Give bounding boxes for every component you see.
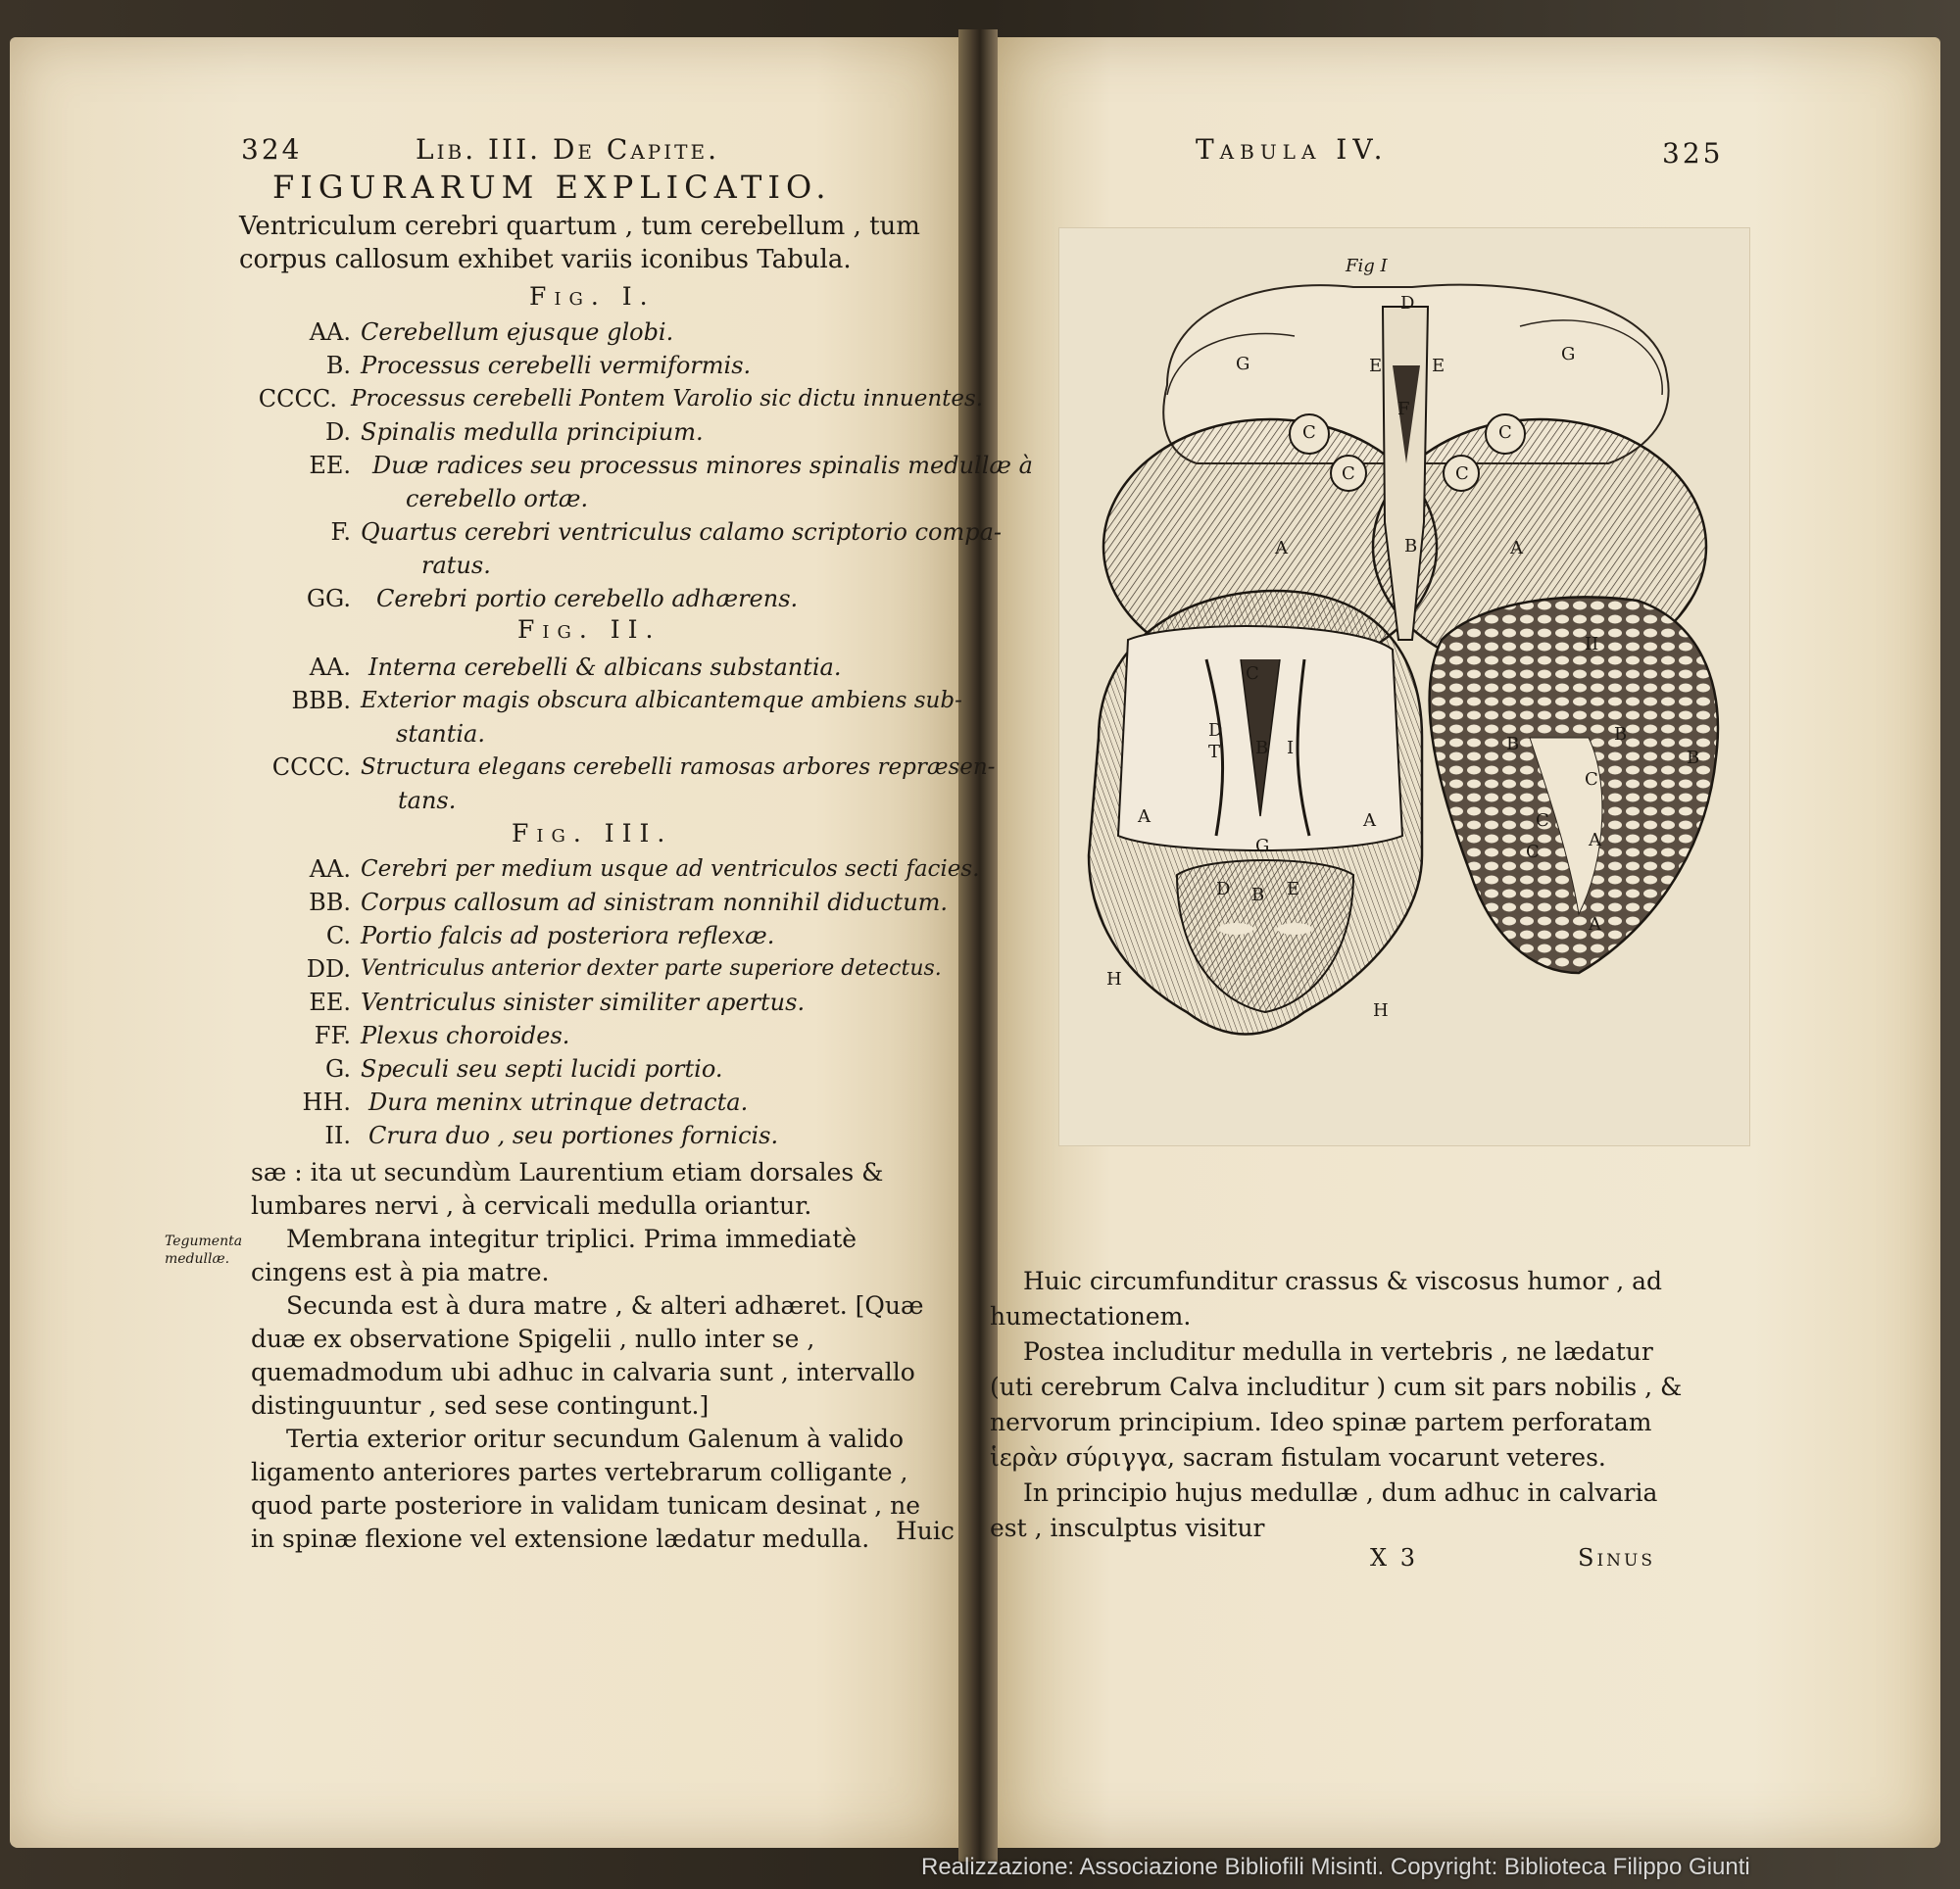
plate-letter: C [1536,810,1549,831]
body-paragraph: sæ : ita ut secundùm Laurentium etiam dorsales & lumbares nervi , à cervicali medulla oriantur. [251,1158,884,1220]
plate-letter: B [1404,536,1418,557]
plate-letter: C [1302,422,1316,443]
plate-letter: A [1138,806,1151,827]
plate-letter: B [1251,885,1265,905]
plate-letter: C [1585,769,1598,790]
fig3-heading: Fig. III. [512,819,673,848]
plate-letter: A [1363,810,1376,831]
plate-engraving [1059,228,1749,1145]
left-page-number: 324 [241,133,303,166]
right-running-head: Tabula IV. [1196,133,1389,166]
plate-letter: C [1526,842,1540,862]
plate-letter: H [1373,1000,1389,1021]
plate-letter: C [1455,463,1469,484]
anatomical-plate [1058,227,1750,1146]
body-paragraph: Membrana integitur triplici. Prima immediatè cingens est à pia matre. [251,1225,858,1286]
plate-letter: E [1369,356,1383,376]
legend-row: F. Quartus cerebri ventriculus calamo scriptorio compa- ratus. [330,518,1002,579]
book-spread: 324 Lib. III. De Capite. FIGURARUM EXPLICATIO. Ventriculum cerebri quartum , tum cerebellum , tum corpus callosum exhibet variis iconibus Tabula. Fig. I. AA. Cerebellum ejusque globi. B. Processus cerebelli vermiformis. CCCC. Processus cerebelli Pontem Varolio sic dictu innuentes. D. Spinalis medulla principium. EE. Duæ radices seu processus minores spinalis medullæ à cerebello ortæ. F. Quartus cerebri ventriculus calamo scriptorio compa- ratus. GG. Cerebri portio cerebello adhærens. Fig. II. AA. Interna cerebelli & albicans substantia. BBB. Exterior magis obscura albicantemque ambiens sub- stantia. CCCC. Structura elegans cerebelli ramosas arbores repræsen- tans. Fig. III. AA. Cerebri per medium usque ad ventriculos secti facies. BB. Corpus callosum ad sinistram nonnihil diductum. C. Portio falcis ad posteriora reflexæ. DD. Ventriculus anterior dexter parte superiore detectus. EE. Ventriculus sinister similiter apertus. FF. Plexus choroides. G. Speculi seu septi lucidi portio. HH. Dura meninx utrinque detracta. II. Crura duo , seu portiones fornicis. sæ : ita ut secundùm Laurentium etiam dorsales & lumbares nervi , à cervicali medulla oriantur. Membrana integitur triplici. Prima immediatè cingens est à pia matre. Secunda est à dura matre , & alteri adhæret. [Quæ duæ ex observatione Spigelii , nullo inter se , quemadmodum ubi adhuc in calvaria sunt , intervallo distinguuntur , sed sese contingunt.] Tertia exterior oritur secundum Galenum à valido ligamento anteriores partes vertebrarum colligante , quod parte posteriore in validam tunicam desinat , ne in spinæ flexione vel extensione lædatur medulla. Huic Tegumenta medullæ. Tabula IV. 325 Fig I D E E G G C C C C F B A A II C D T B I A A G D B E H H B B C C C A A B Huic circumfunditur crassus & viscosus humor , ad humectationem. Postea includitur medulla in vertebris , ne lædatur (uti cerebrum Calva includitur ) cum sit pars nobilis , & nervorum principium. Ideo spinæ partem perforatam ἱερὰν σύριγγα, sacram fistulam vocarunt veteres. In principio hujus medullæ , dum adhuc in calvaria est , insculptus visitur X 3 Sinus Realizzazione: Associazione Bibliofili Misinti. Copyright: Biblioteca Filippo Giunti [0,0,1960,1889]
plate-letter: C [1246,663,1259,684]
legend-row: CCCC. Structura elegans cerebelli ramosas arbores repræsen- tans. [271,753,996,814]
fig2-heading: Fig. II. [517,615,662,644]
body-paragraph: Tertia exterior oritur secundum Galenum à valido ligamento anteriores partes vertebrarum colligante , quod parte posteriore in validam tunicam desinat , ne in spinæ flexione vel extensione lædatur medulla. [251,1425,921,1553]
plate-letter: G [1561,344,1576,364]
plate-letter: E [1287,879,1300,899]
right-page-number: 325 [1662,137,1724,170]
plate-letter: F [1397,399,1410,419]
intro-text: Ventriculum cerebri quartum , tum cerebellum , tum corpus callosum exhibet variis iconibus Tabula. [239,212,920,274]
body-paragraph: Postea includitur medulla in vertebris , ne lædatur (uti cerebrum Calva includitur ) cum sit pars nobilis , & nervorum principium. Ideo spinæ partem perforatam ἱερὰν σύριγγα, sacram fistulam vocarunt veteres. [990,1337,1683,1472]
body-paragraph: Secunda est à dura matre , & alteri adhæret. [Quæ duæ ex observatione Spigelii , nullo inter se , quemadmodum ubi adhuc in calvaria sunt , intervallo distinguuntur , sed sese contingunt.] [251,1291,924,1420]
right-body-text [990,1264,1695,1546]
left-body-text [251,1156,947,1556]
body-paragraph: Huic circumfunditur crassus & viscosus humor , ad humectationem. [990,1267,1663,1331]
plate-letter: D [1400,293,1415,314]
plate-letter: E [1432,356,1446,376]
legend-row: BBB. Exterior magis obscura albicantemque ambiens sub- stantia. [291,687,962,748]
plate-letter: B [1255,738,1269,758]
body-paragraph: In principio hujus medullæ , dum adhuc in calvaria est , insculptus visitur [990,1478,1658,1542]
plate-letter: H [1106,969,1122,990]
book-gutter [958,29,998,1862]
plate-letter: T [1208,742,1221,762]
plate-letter: B [1614,724,1628,745]
page-title: FIGURARUM EXPLICATIO. [272,169,832,206]
plate-letter: I [1287,738,1295,758]
left-running-head: Lib. III. De Capite. [416,133,719,166]
plate-letter: D [1216,879,1231,899]
copyright-credit: Realizzazione: Associazione Bibliofili Misinti. Copyright: Biblioteca Filippo Giunti [921,1854,1750,1880]
plate-letter: C [1342,463,1355,484]
signature-mark: X 3 [1370,1544,1418,1572]
fig1-label: Fig I [1346,256,1388,276]
plate-letter: B [1687,748,1700,768]
legend-row: EE. Duæ radices seu processus minores spinalis medullæ à cerebello ortæ. [309,452,1033,512]
figure-2-section [1430,597,1718,973]
plate-letter: G [1236,354,1250,374]
fig2-label: II [1585,634,1599,654]
left-catchword: Huic [896,1517,955,1545]
plate-letter: G [1255,836,1270,856]
plate-letter: A [1589,914,1601,935]
fig1-heading: Fig. I. [529,282,656,311]
plate-letter: A [1510,538,1523,558]
plate-letter: D [1208,720,1223,741]
right-catchword: Sinus [1578,1544,1656,1572]
plate-letter: C [1498,422,1512,443]
margin-note: Tegumenta medullæ. [165,1234,243,1267]
plate-letter: A [1275,538,1288,558]
plate-letter: B [1506,734,1520,754]
plate-letter: A [1589,830,1601,850]
